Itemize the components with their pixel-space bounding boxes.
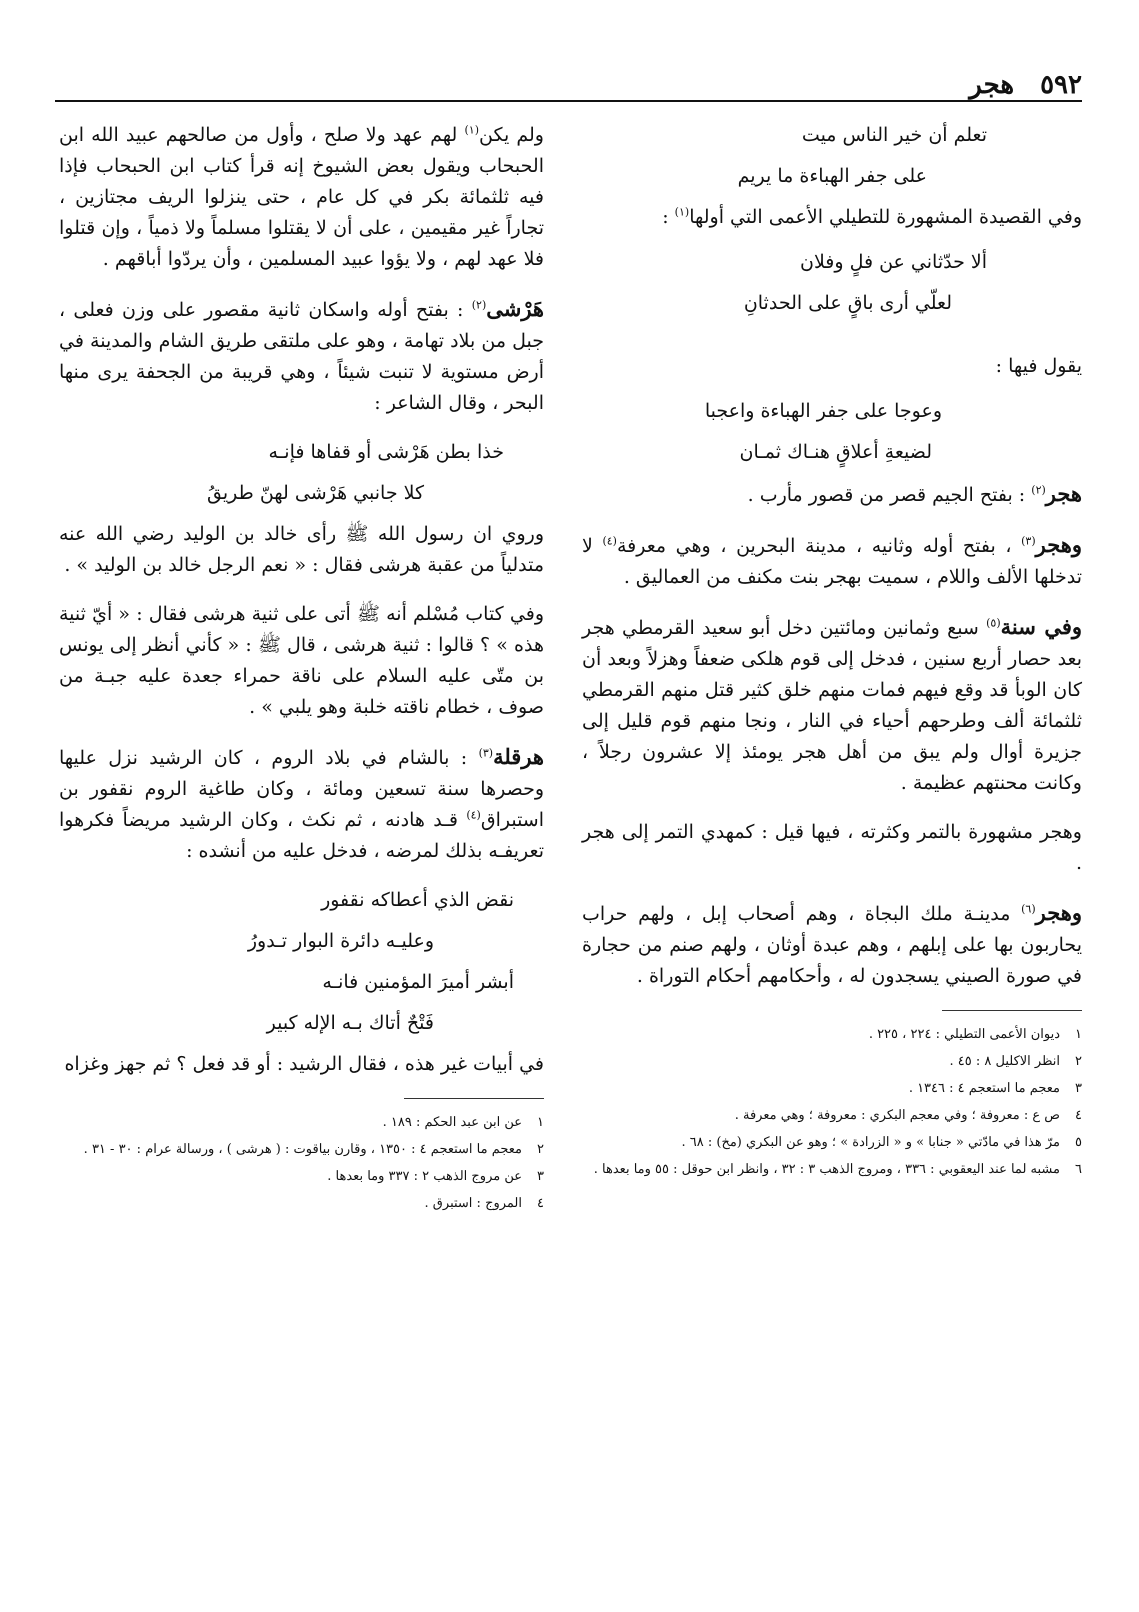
headword: وهجر: [1035, 532, 1082, 557]
paragraph: وفي كتاب مُسْلم أنه ﷺ أتى على ثنية هرشى فقال : « أيّ ثنية هذه » ؟ قالوا : ثنية هرشى ، قال ﷺ : « كأني أنظر إلى يونس بن متّى عليه السلام على ناقة حمراء جعدة عليه جبـة من صوف ، خطام ناقته خلبة وهو يلبي » .: [59, 603, 544, 718]
headword: هجر: [1045, 481, 1082, 506]
verse-line: خذا بطن هَرْشى أو قفاها فإنـه: [268, 441, 504, 463]
footnote-ref: (١): [674, 205, 690, 219]
paragraph: في أبيات غير هذه ، فقال الرشيد : أو قد فعل ؟ ثم جهز وغزاه: [64, 1053, 544, 1075]
footnote-ref: (٣): [478, 746, 494, 760]
verse-line: ألا حدّثاني عن فلٍ وفلان: [799, 251, 987, 273]
entry-harsha: هَرْشى$^{(٢)}$ : بفتح أوله واسكان ثانية مقصور على وزن فعلى ، جبل من بلاد تهامة ، وهو على ملتقى طريق الشام والمدينة في أرض مستوية لا تنبت شيئاً ، وهي قريبة من الجحفة يرى منها البحر ، وقال الشاعر :: [59, 296, 544, 414]
paragraph: يقول فيها :: [995, 355, 1082, 377]
footnote: ٤ص ع : معروفة ؛ وفي معجم البكري : معروفة ؛ وهي معرفة .: [734, 1108, 1082, 1123]
verse-line: وعوجا على جفر الهباءة واعجبا: [704, 400, 942, 422]
paragraph: وهجر مشهورة بالتمر وكثرته ، فيها قيل : كمهدي التمر إلى هجر .: [582, 821, 1082, 874]
running-title: هجر: [969, 70, 1015, 100]
entry-hajr-1: هجر$^{(٢)}$ : بفتح الجيم قصر من قصور مأرب .: [747, 481, 1082, 506]
verse-line: أبشر أميرَ المؤمنين فانـه: [322, 971, 514, 993]
page-header: [55, 64, 1082, 100]
footnote-rule: [404, 1098, 544, 1099]
paragraph: وروي ان رسول الله ﷺ رأى خالد بن الوليد رضي الله عنه متدلياً من عقبة هرشى فقال : « نعم الرجل خالد بن الوليد » .: [59, 523, 544, 576]
verse-line: على جفر الهباءة ما يريم: [737, 165, 927, 187]
footnote: ١ديوان الأعمى التطيلي : ٢٢٤ ، ٢٢٥ .: [868, 1027, 1082, 1042]
footnote: ١عن ابن عبد الحكم : ١٨٩ .: [382, 1115, 544, 1130]
verse-line: لضيعةِ أعلاقٍ هنـاك ثمـان: [739, 441, 932, 463]
paragraph: وفي القصيدة المشهورة للتطيلي الأعمى التي أولها$^{(١)}$ :: [662, 205, 1082, 228]
header-rule: [55, 100, 1082, 102]
footnote: ٣معجم ما استعجم ٤ : ١٣٤٦ .: [908, 1081, 1082, 1096]
verse-line: كلا جانبي هَرْشى لهنّ طريقُ: [207, 482, 424, 504]
footnote-ref: (١): [464, 123, 479, 137]
paragraph: وفي سنة$^{(٥)}$ سبع وثمانين ومائتين دخل أبو سعيد القرمطي هجر بعد حصار أربع سنين ، فدخل إلى قوم هلكى ضعفاً وهزلاً وبعد أن كان الوبأ قد وقع فيهم فمات منهم خلق كثير قتل منهم القرمطي ثلثمائة ألف وطرحهم أحياء في النار ، ونجا منهم قوم قليل إلى جزيرة أوال ولم يبق من أهل هجر يومئذ إلا عشرون رجلاً ، وكانت محنتهم عظيمة .: [582, 614, 1082, 794]
footnotes-left: [59, 1109, 544, 1217]
entry-hajr-3: وهجر$^{(٦)}$ مدينـة ملك البجاة ، وهم أصحاب إبل ، ولهم حراب يحاربون بها على إبلهم ، وهم عبدة أوثان ، ولهم صنم من حجارة في صورة الصيني يسجدون له ، وأحكامهم أحكام التوراة .: [582, 900, 1082, 987]
verse-line: تعلم أن خير الناس ميت: [801, 124, 987, 146]
entry-hajr-2: وهجر$^{(٣)}$ ، بفتح أوله وثانيه ، مدينة البحرين ، وهي معرفة$^{(٤)}$ لا تدخلها الألف واللام ، سميت بهجر بنت مكنف من العماليق .: [582, 532, 1082, 588]
footnote-ref: (٢): [471, 298, 487, 312]
headword: هرقلة: [493, 744, 544, 769]
page-number: ٥٩٢: [1040, 70, 1082, 100]
footnotes-right: [582, 1021, 1082, 1183]
verse-line: لعلّي أرى باقٍ على الحدثانِ: [743, 292, 952, 314]
footnote: ٦مشبه لما عند اليعقوبي : ٣٣٦ ، ومروج الذهب ٣ : ٣٢ ، وانظر ابن حوقل : ٥٥ وما بعدها .: [593, 1162, 1082, 1177]
verse-line: فَتْحٌ أتاك بـه الإله كبير: [266, 1012, 434, 1034]
footnote: ٥مرّ هذا في مادّتي « جنابا » و « الزرادة » ؛ وهو عن البكري (مخ) : ٦٨ .: [681, 1135, 1082, 1150]
footnote-ref: (٤): [466, 808, 481, 822]
footnote: ٢معجم ما استعجم ٤ : ١٣٥٠ ، وقارن بياقوت : ( هرشى ) ، ورسالة عرام : ٣٠ - ٣١ .: [83, 1142, 544, 1157]
headword: وهجر: [1035, 900, 1082, 925]
verse-line: وعليـه دائرة البوار تـدورُ: [247, 930, 434, 952]
paragraph: ولم يكن$^{(١)}$ لهم عهد ولا صلح ، وأول من صالحهم عبيد الله ابن الحبحاب ويقول بعض الشيوخ إنه قرأ كتاب ابن الحبحاب فإذا فيه ثلثمائة بكر في كل عام ، حتى ينزلوا الريف مجتازين ، تجاراً غير مقيمين ، على أن لا يقتلوا مسلماً ولا ذمياً ، وإن قتلوا فلا عهد لهم ، ولا يؤوا عبيد المسلمين ، وأن يردّوا أباقهم .: [59, 123, 544, 270]
entry-heraql: هرقلة$^{(٣)}$ : بالشام في بلاد الروم ، كان الرشيد نزل عليها وحصرها سنة تسعين ومائة ، وكان طاغية الروم نقفور بن استبراق$^{(٤)}$ قـد هادنه ، ثم نكث ، وكان الرشيد مريضاً فكرهوا تعريفـه بذلك لمرضه ، فدخل عليه من أنشده :: [59, 744, 544, 862]
footnote-rule: [942, 1010, 1082, 1011]
footnote: ٣عن مروج الذهب ٢ : ٣٣٧ وما بعدها .: [327, 1169, 544, 1184]
left-column: [59, 120, 544, 1217]
footnote: ٤المروج : استبرق .: [424, 1196, 544, 1211]
verse-line: نقض الذي أعطاكه نقفور: [321, 889, 514, 911]
footnote-ref: (٥): [986, 616, 1001, 630]
headword: هَرْشى: [486, 296, 544, 321]
footnote: ٢انظر الاكليل ٨ : ٤٥ .: [949, 1054, 1082, 1069]
footnote-ref: (٤): [602, 534, 617, 548]
footnote-ref: (٣): [1021, 534, 1036, 548]
footnote-ref: (٢): [1031, 483, 1046, 497]
right-column: [582, 120, 1082, 1183]
footnote-ref: (٦): [1021, 902, 1036, 916]
